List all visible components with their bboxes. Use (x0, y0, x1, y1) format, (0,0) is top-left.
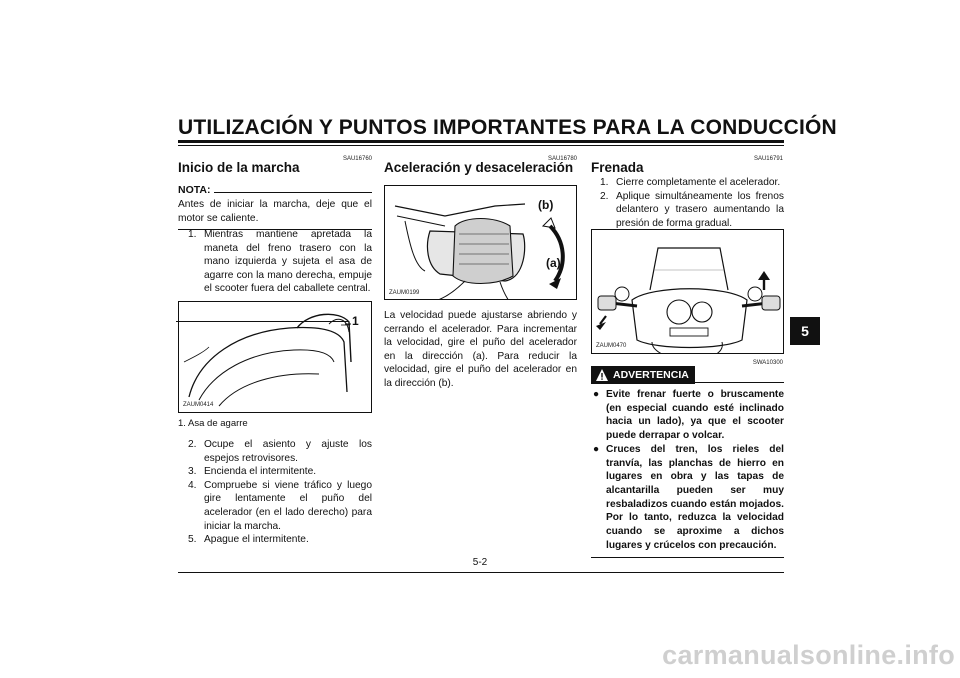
header-rule-thin (178, 145, 784, 146)
warning-rule (695, 382, 784, 383)
bullet-icon: ● (593, 389, 600, 400)
figure-code: ZAUM0470 (596, 343, 627, 349)
list-item (188, 228, 372, 296)
header-rule (178, 140, 784, 143)
list-item (593, 388, 784, 443)
chapter-tab[interactable]: 5 (790, 317, 820, 345)
list-item (600, 190, 784, 231)
scooter-seat-illustration (179, 302, 372, 413)
page-title: UTILIZACIÓN Y PUNTOS IMPORTANTES PARA LA CONDUCCIÓN (178, 116, 837, 139)
handlebar-illustration (592, 230, 784, 354)
list-item (188, 479, 372, 533)
list-item (600, 176, 784, 190)
page-number: 5-2 (472, 557, 488, 568)
brake-steps (600, 176, 784, 230)
section-code: SAU16791 (753, 156, 783, 162)
list-item (593, 443, 784, 553)
step-number: 2. (600, 190, 609, 202)
list-item (188, 465, 372, 479)
step-text: Apague el intermitente. (204, 534, 309, 546)
start-steps-first (188, 228, 372, 296)
nota-text: Antes de iniciar la marcha, deje que el motor se caliente. (178, 199, 372, 224)
warning-badge (591, 366, 695, 384)
section-code: SAU16760 (342, 156, 372, 162)
figure-code: ZAUM0414 (183, 402, 214, 408)
brake-figure (591, 229, 784, 354)
section-heading: Frenada (591, 160, 644, 175)
step-text: Mientras mantiene apretada la maneta del freno trasero con la mano izquierda y sujeta el asa de agarre con la mano derecha, empuje el scooter fuera del caballete central. (204, 229, 372, 295)
step-text: Compruebe si viene tráfico y luego gire lentamente el puño del acelerador (en el lado derecho) para iniciar la marcha. (204, 479, 372, 532)
step-number: 1. (188, 229, 197, 240)
section-code: SAU16780 (547, 156, 577, 162)
warning-triangle-icon (595, 368, 609, 382)
direction-label-b: (b) (538, 198, 554, 212)
figure-callout: 1 (352, 314, 359, 328)
step-text: Ocupe el asiento y ajuste los espejos retrovisores. (204, 439, 372, 464)
list-item (188, 533, 372, 547)
direction-label-a: (a) (546, 256, 561, 270)
footer-rule (178, 572, 784, 573)
step-number: 2. (188, 439, 197, 450)
section-heading: Inicio de la marcha (178, 160, 300, 175)
list-item (188, 438, 372, 465)
step-number: 1. (600, 177, 609, 188)
nota-line (214, 192, 372, 193)
watermark: carmanualsonline.info (662, 640, 955, 670)
step-number: 4. (188, 479, 197, 491)
acceleration-paragraph: La velocidad puede ajustarse abriendo y cerrando el acelerador. Para incrementar la velocidad, gire el puño del acelerador en la dirección (a). Para reducir la velocidad, gire el puño del acelerador en la dirección (b). (384, 310, 577, 389)
step-number: 3. (188, 466, 197, 478)
step-text: Cierre completamente el acelerador. (616, 177, 781, 188)
figure-caption: 1. Asa de agarre (178, 418, 248, 429)
warning-label: ADVERTENCIA (613, 369, 689, 381)
warning-box (591, 366, 784, 558)
warning-list (591, 388, 784, 552)
start-steps (188, 438, 372, 547)
step-text: Encienda el intermitente. (204, 466, 317, 478)
grab-bar-figure (178, 301, 372, 413)
warning-text: Evite frenar fuerte o bruscamente (en especial cuando esté inclinado hacia un lado), ya que el scooter puede derrapar o volcar. (606, 389, 784, 442)
nota-box (178, 184, 372, 230)
throttle-figure (384, 185, 577, 300)
warning-code: SWA10300 (752, 360, 783, 366)
nota-label: NOTA: (178, 184, 211, 196)
step-text: Aplique simultáneamente los frenos delantero y trasero aumentando la presión de forma gradual. (616, 190, 784, 229)
bullet-icon: ● (593, 443, 600, 455)
section-heading: Aceleración y desaceleración (384, 160, 574, 175)
callout-line (176, 321, 348, 322)
figure-code: ZAUM0199 (389, 290, 420, 296)
step-number: 5. (188, 534, 197, 546)
warning-rule-bottom (591, 557, 784, 558)
warning-text: Cruces del tren, los rieles del tranvía, las planchas de hierro en lugares en obra y las tapas de alcantarilla pueden ser muy resbaladizos cuando están mojados. Por lo tanto, reduzca la velocidad cuando se aproxime a dichos lugares y crúcelos con precaución. (606, 443, 784, 551)
